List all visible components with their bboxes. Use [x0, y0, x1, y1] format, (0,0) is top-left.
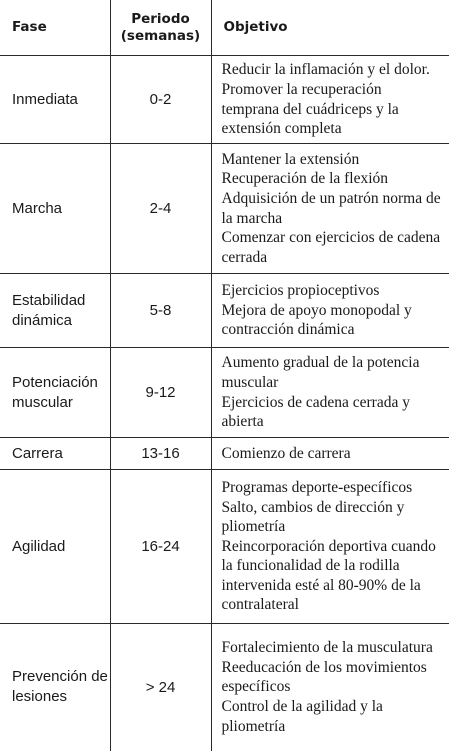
table-row: [0, 144, 449, 274]
objetivo-line: Control de la agilidad y la pliometría: [221, 698, 383, 735]
objetivo-line: Comienzo de carrera: [221, 444, 351, 462]
cell-periodo: 2-4: [110, 144, 211, 274]
objetivo-line: Mantener la extensión: [221, 150, 360, 168]
cell-periodo: 16-24: [110, 470, 211, 624]
cell-fase: Estabilidad dinámica: [0, 274, 110, 348]
cell-fase: Potenciación muscular: [0, 348, 110, 438]
cell-periodo: 9-12: [110, 348, 211, 438]
header-periodo: Periodo (semanas): [110, 0, 211, 56]
cell-fase: Carrera: [0, 438, 110, 470]
header-row: [0, 0, 449, 56]
cell-periodo: > 24: [110, 624, 211, 751]
objetivo-line: Ejercicios de cadena cerrada y abierta: [221, 393, 410, 431]
objetivo-line: Programas deporte-específicos: [221, 478, 413, 496]
cell-objetivo: [211, 624, 449, 751]
objetivo-line: Mejora de apoyo monopodal y contracción dinámica: [221, 301, 412, 339]
table-row: [0, 274, 449, 348]
cell-objetivo: [211, 274, 449, 348]
cell-periodo: 13-16: [110, 438, 211, 470]
cell-objetivo: [211, 144, 449, 274]
header-objetivo: Objetivo: [211, 0, 449, 56]
cell-periodo: 5-8: [110, 274, 211, 348]
cell-fase: Inmediata: [0, 56, 110, 144]
objetivo-line: Reeducación de los movimientos específicos: [221, 658, 427, 696]
objetivo-line: Aumento gradual de la potencia muscular: [221, 354, 420, 391]
objetivo-line: Adquisición de un patrón norma de la marcha: [221, 189, 441, 227]
table-body: [0, 56, 449, 751]
cell-fase: Agilidad: [0, 470, 110, 624]
table-row: [0, 348, 449, 438]
objetivo-line: Fortalecimiento de la musculatura: [221, 639, 433, 657]
table-row: [0, 56, 449, 144]
table-row: [0, 624, 449, 751]
cell-objetivo: [211, 438, 449, 470]
table-row: [0, 470, 449, 624]
objetivo-line: Ejercicios propioceptivos: [221, 282, 380, 300]
cell-periodo: 0-2: [110, 56, 211, 144]
table-row: [0, 438, 449, 470]
cell-objetivo: [211, 348, 449, 438]
objetivo-line: Recuperación de la flexión: [221, 170, 389, 188]
objetivo-line: Reducir la inflamación y el dolor. Promover la recuperación temprana del cuádriceps y la extensión completa: [221, 61, 430, 138]
header-fase: Fase: [0, 0, 110, 56]
cell-objetivo: [211, 470, 449, 624]
cell-fase: Prevención de lesiones: [0, 624, 110, 751]
cell-objetivo: [211, 56, 449, 144]
objetivo-line: Salto, cambios de dirección y pliometría: [221, 498, 405, 536]
cell-fase: Marcha: [0, 144, 110, 274]
objetivo-line: Reincorporación deportiva cuando la funcionalidad de la rodilla intervenida esté al 80-90% de la contralateral: [221, 537, 436, 614]
objetivo-line: Comenzar con ejercicios de cadena cerrada: [221, 229, 441, 266]
